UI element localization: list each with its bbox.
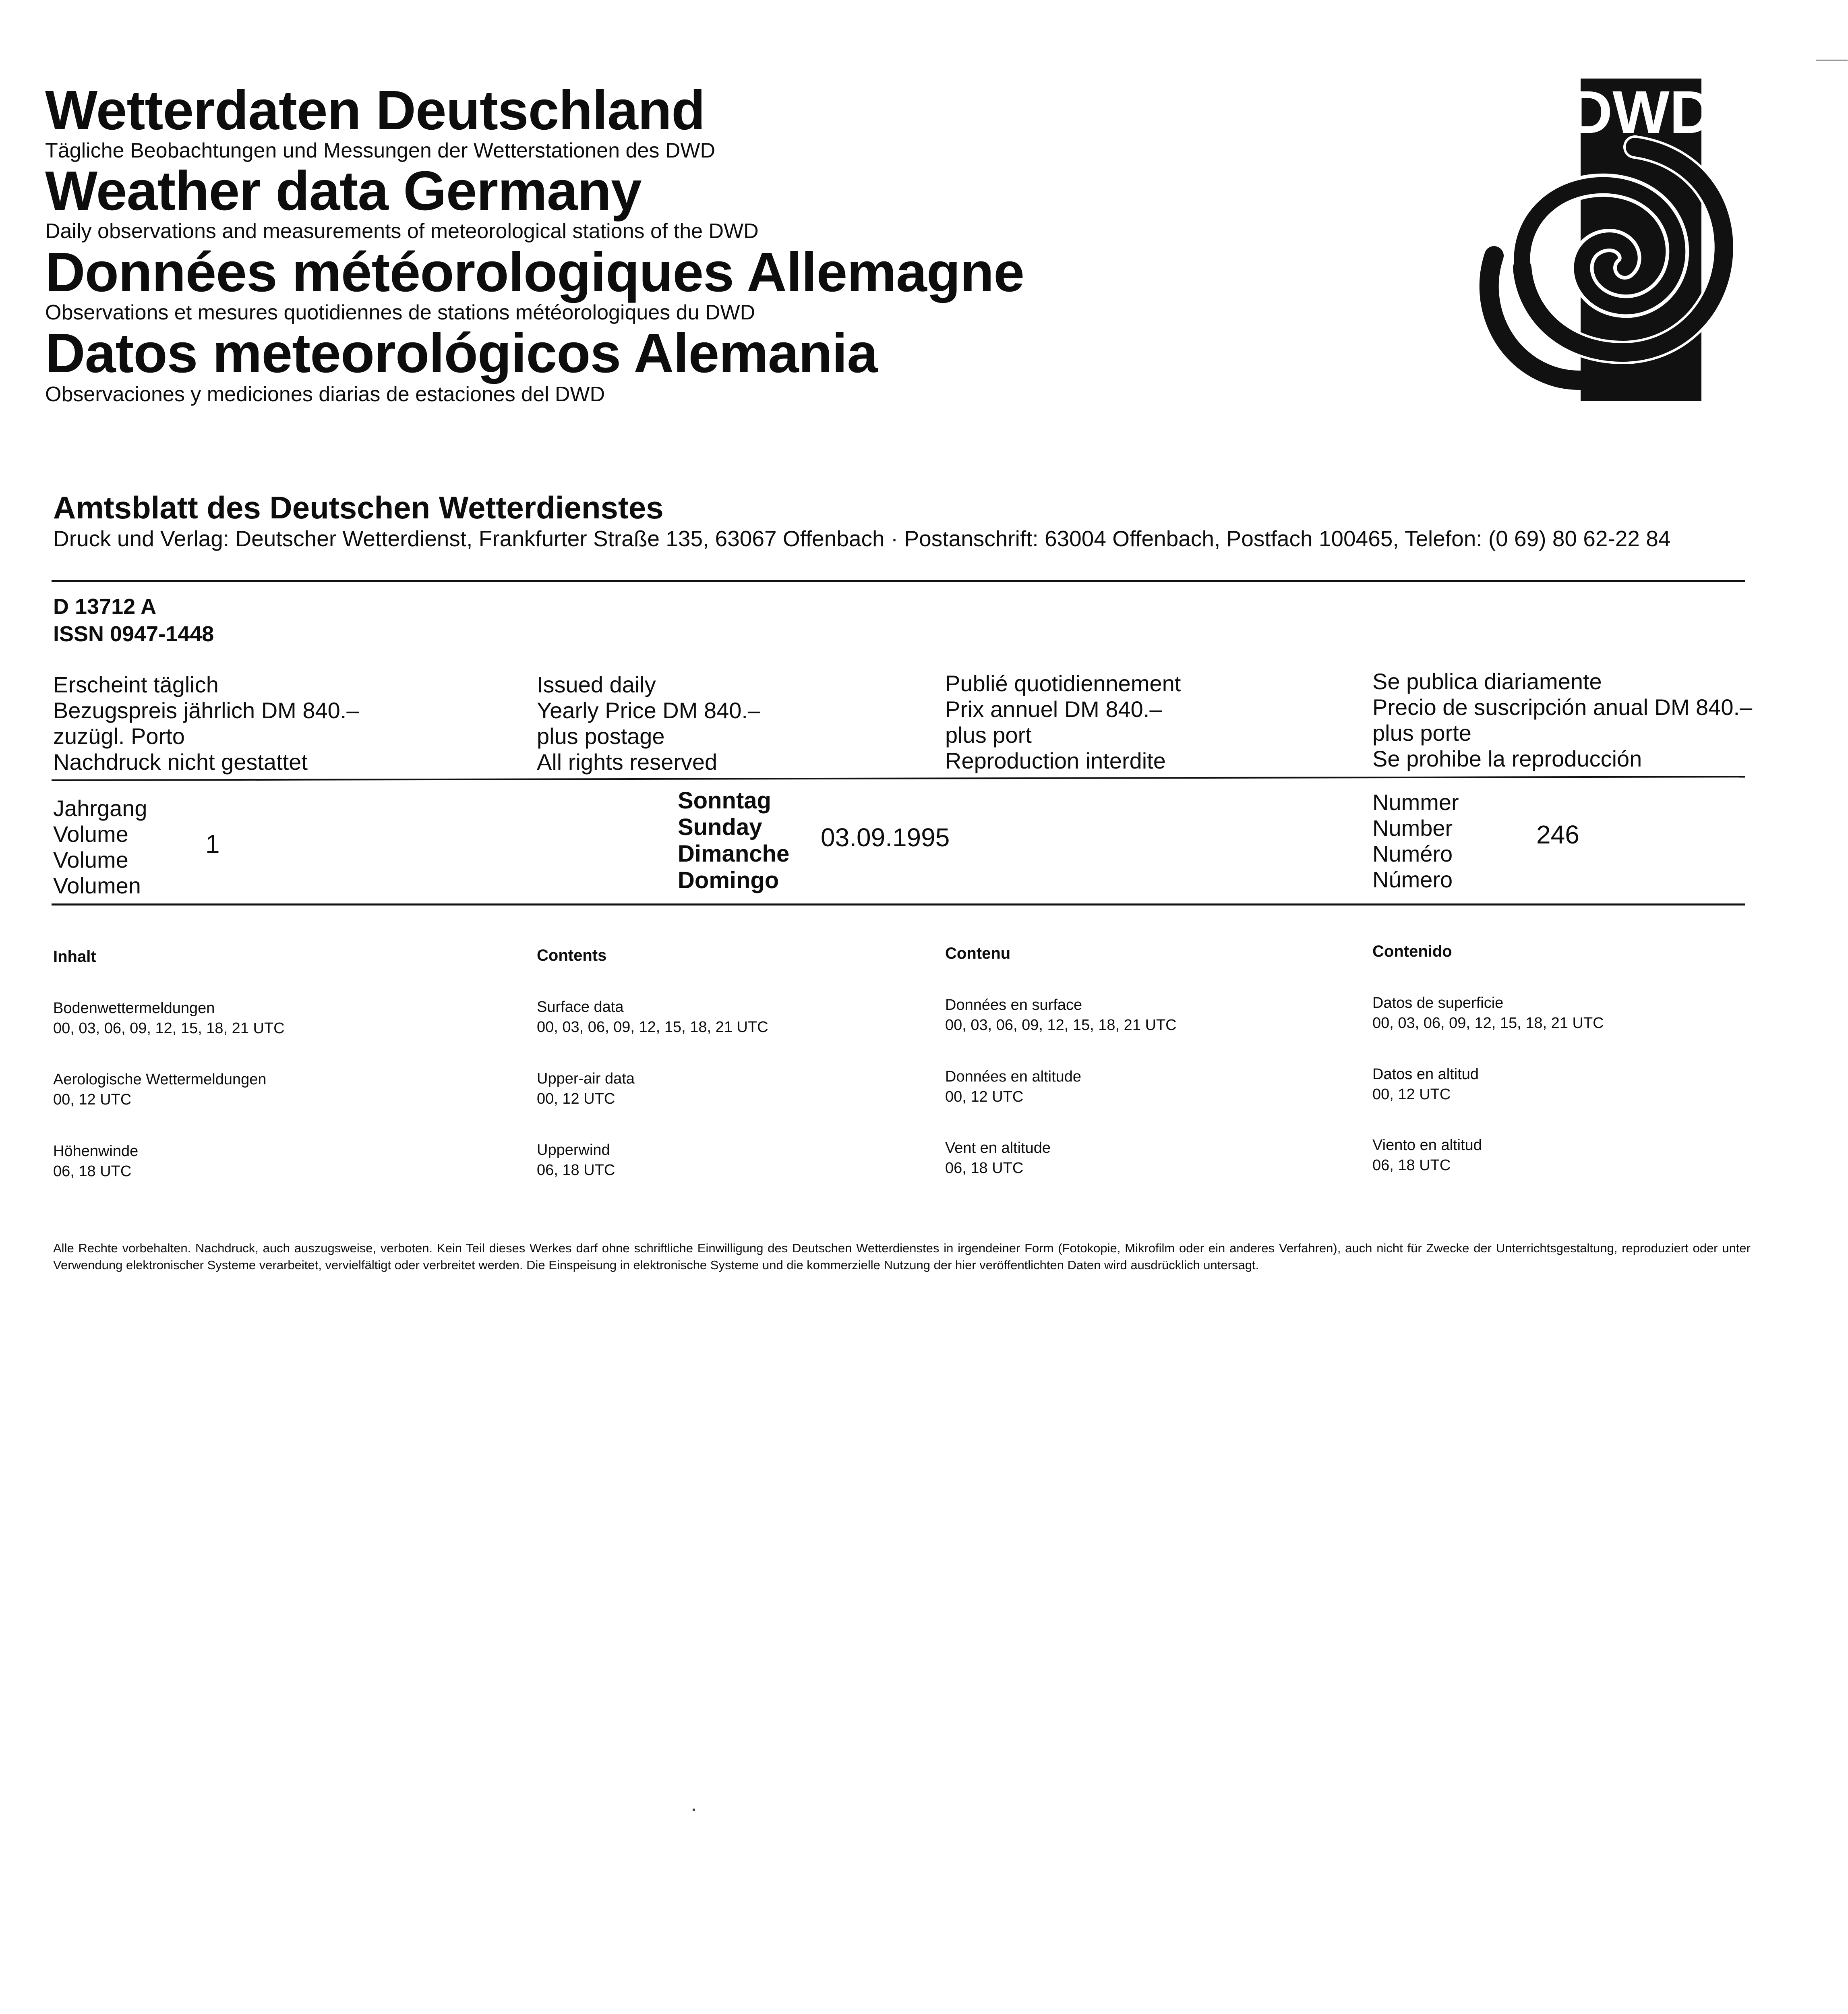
subscription-line: All rights reserved xyxy=(537,749,718,775)
volume-label: Volume xyxy=(53,821,128,847)
contents-item-title: Upperwind xyxy=(537,1142,610,1158)
issue-number: 246 xyxy=(1536,820,1579,849)
contents-item-times: 06, 18 UTC xyxy=(1372,1157,1451,1174)
subscription-line: Nachdruck nicht gestattet xyxy=(53,749,308,775)
weekday: Sonntag xyxy=(678,787,771,814)
contents-item-times: 00, 12 UTC xyxy=(945,1088,1024,1105)
contents-item-times: 06, 18 UTC xyxy=(53,1163,132,1180)
d-number: D 13712 A xyxy=(53,595,157,619)
number-label: Number xyxy=(1372,815,1453,841)
divider-top xyxy=(52,580,1745,582)
divider-middle xyxy=(52,776,1745,781)
subscription-line: plus port xyxy=(945,722,1032,748)
subscription-line: Se publica diariamente xyxy=(1372,669,1602,694)
contents-item-times: 00, 03, 06, 09, 12, 15, 18, 21 UTC xyxy=(537,1019,768,1036)
contents-item xyxy=(1372,1135,1482,1175)
contents-item-title: Datos de superficie xyxy=(1372,995,1504,1011)
issn: ISSN 0947-1448 xyxy=(53,622,214,646)
contents-item xyxy=(945,1067,1081,1107)
contents-item-title: Datos en altitud xyxy=(1372,1066,1479,1083)
contents-item-title: Upper-air data xyxy=(537,1070,635,1087)
volume-label: Jahrgang xyxy=(53,796,147,821)
dwd-logo-text: DWD xyxy=(1569,79,1713,146)
contents-item-times: 06, 18 UTC xyxy=(537,1162,615,1179)
number-label: Número xyxy=(1372,867,1453,892)
contents-item-title: Aerologische Wettermeldungen xyxy=(53,1071,267,1088)
contents-item-title: Viento en altitud xyxy=(1372,1137,1482,1154)
subscription-line: Yearly Price DM 840.– xyxy=(537,698,761,723)
title-german: Wetterdaten Deutschland xyxy=(45,79,705,141)
number-label: Nummer xyxy=(1372,789,1459,815)
subtitle-spanish: Observaciones y mediciones diarias de estaciones del DWD xyxy=(45,383,605,406)
subtitle-english: Daily observations and measurements of meteorological stations of the DWD xyxy=(45,220,759,243)
title-spanish: Datos meteorológicos Alemania xyxy=(45,322,878,384)
subscription-english xyxy=(537,672,760,775)
number-labels xyxy=(1372,789,1459,893)
publisher-title: Amtsblatt des Deutschen Wetterdienstes xyxy=(53,490,664,525)
contents-item-title: Höhenwinde xyxy=(53,1143,139,1160)
subtitle-french: Observations et mesures quotidiennes de stations météorologiques du DWD xyxy=(45,301,755,324)
weekday-labels xyxy=(678,787,789,894)
contents-item xyxy=(945,1138,1051,1178)
volume-label: Volumen xyxy=(53,873,141,898)
title-french: Données météorologiques Allemagne xyxy=(45,241,1024,303)
contents-item-title: Vent en altitude xyxy=(945,1140,1051,1156)
title-english: Weather data Germany xyxy=(45,160,642,222)
weekday: Sunday xyxy=(678,814,762,840)
subscription-line: Precio de suscripción anual DM 840.– xyxy=(1372,694,1753,720)
contents-item-times: 06, 18 UTC xyxy=(945,1160,1024,1177)
subscription-line: plus porte xyxy=(1372,720,1471,746)
contents-item xyxy=(53,998,285,1038)
volume-value: 1 xyxy=(205,829,220,858)
subscription-line: zuzügl. Porto xyxy=(53,723,185,749)
dwd-logo xyxy=(1466,79,1740,401)
contents-header-french: Contenu xyxy=(945,945,1011,962)
contents-item xyxy=(53,1141,138,1181)
contents-item xyxy=(945,995,1177,1035)
subscription-spanish xyxy=(1372,669,1752,772)
contents-item xyxy=(537,997,768,1037)
subscription-french xyxy=(945,671,1181,774)
weekday: Dimanche xyxy=(678,841,790,867)
contents-item-times: 00, 12 UTC xyxy=(53,1091,132,1108)
contents-item-title: Données en surface xyxy=(945,997,1082,1013)
contents-item xyxy=(1372,1064,1479,1104)
contents-item-times: 00, 03, 06, 09, 12, 15, 18, 21 UTC xyxy=(945,1017,1177,1034)
contents-item-title: Bodenwettermeldungen xyxy=(53,1000,215,1017)
volume-labels xyxy=(53,796,147,899)
contents-item-times: 00, 12 UTC xyxy=(1372,1086,1451,1103)
contents-item xyxy=(53,1069,267,1110)
contents-item xyxy=(537,1140,615,1180)
contents-item-title: Surface data xyxy=(537,999,624,1015)
volume-label: Volume xyxy=(53,847,128,872)
contents-header-german: Inhalt xyxy=(53,948,96,966)
contents-header-english: Contents xyxy=(537,947,607,964)
number-label: Numéro xyxy=(1372,841,1453,866)
scan-speck xyxy=(693,1809,695,1811)
subscription-line: Se prohibe la reproducción xyxy=(1372,746,1642,771)
subscription-line: Prix annuel DM 840.– xyxy=(945,696,1162,722)
contents-item-times: 00, 03, 06, 09, 12, 15, 18, 21 UTC xyxy=(53,1020,285,1037)
contents-item-title: Données en altitude xyxy=(945,1068,1082,1085)
contents-item xyxy=(537,1069,635,1109)
subscription-line: plus postage xyxy=(537,723,665,749)
contents-item-times: 00, 12 UTC xyxy=(537,1090,615,1107)
subscription-line: Erscheint täglich xyxy=(53,672,219,697)
weekday: Domingo xyxy=(678,867,779,893)
divider-bottom xyxy=(52,903,1745,905)
dwd-spiral-icon xyxy=(1466,79,1740,401)
scan-mark xyxy=(1816,60,1848,61)
legal-notice: Alle Rechte vorbehalten. Nachdruck, auch auszugsweise, verboten. Kein Teil dieses Werkes darf ohne schriftliche Einwilligung des Deutschen Wetterdienstes in irgendeiner Form (Fotokopie, Mikrofilm oder ein anderes Verfahren), auch nicht für Zwecke der Unterrichtsgestaltung, reproduziert oder unter Verwendung elektronischer Systeme verarbeitet, vervielfältigt oder verbreitet werden. Die Einspeisung in elektronische Systeme und die kommerzielle Nutzung der hier veröffentlichten Daten wird ausdrücklich untersagt. xyxy=(53,1241,1751,1272)
subscription-line: Issued daily xyxy=(537,672,656,697)
contents-header-spanish: Contenido xyxy=(1372,943,1452,960)
publisher-address: Druck und Verlag: Deutscher Wetterdienst, Frankfurter Straße 135, 63067 Offenbach · Postanschrift: 63004 Offenbach, Postfach 100465, Telefon: (0 69) 80 62-22 84 xyxy=(53,526,1671,551)
subscription-line: Reproduction interdite xyxy=(945,748,1166,773)
subtitle-german: Tägliche Beobachtungen und Messungen der Wetterstationen des DWD xyxy=(45,139,716,162)
issue-date: 03.09.1995 xyxy=(821,823,950,852)
subscription-german xyxy=(53,672,359,775)
contents-item xyxy=(1372,993,1604,1033)
contents-item-times: 00, 03, 06, 09, 12, 15, 18, 21 UTC xyxy=(1372,1015,1604,1032)
subscription-line: Publié quotidiennement xyxy=(945,671,1181,696)
subscription-line: Bezugspreis jährlich DM 840.– xyxy=(53,698,359,723)
